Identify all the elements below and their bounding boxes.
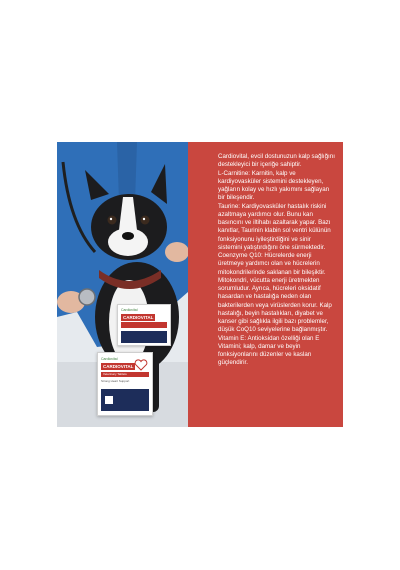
subtitle-stripe: Veterinary Tablets xyxy=(101,372,149,377)
description-vitamin-e: Vitamin E: Antioksidan özelliği olan E Vitamini; kalp, damar ve beyin fonksiyonlarını düzenler ve kasları güçlendirir. xyxy=(218,334,320,367)
description-panel xyxy=(188,142,343,427)
brand-badge: CARDIOVITAL xyxy=(123,315,154,320)
product-box-front xyxy=(97,352,153,416)
count-badge xyxy=(105,396,113,404)
brand-small-label-front: Cardiovital xyxy=(101,357,118,361)
heart-icon xyxy=(134,359,148,371)
box-footer xyxy=(121,331,167,343)
box-footer-front xyxy=(101,389,149,411)
product-box-back xyxy=(117,304,171,346)
description-coq10: Coenzyme Q10: Hücrelerde enerji üretmeye yardımcı olan ve hücrelerin mitokondrilerinde saklanan bir bileşiktir. Mitokondri, vücutta enerji üretmekten sorumludur. Ayrıca, hücreleri oksidatif hasardan ve hastalığa neden olan bakterilerden veya virüslerden korur. Kalp hastalığı, beyin hastalıkları, diyabet ve kanser gibi sağlıkla ilgili bazı problemler, düşük CoQ10 seviyelerine bağlanmıştır. xyxy=(218,252,332,334)
brand-small-label: Cardiovital xyxy=(121,308,138,312)
dog-vet-photo xyxy=(57,142,188,427)
tagline-label: Strong Heart Support xyxy=(101,379,130,383)
description-intro: Cardiovital, evcil dostunuzun kalp sağlığını destekleyici bir içeriğe sahiptir. xyxy=(218,153,335,169)
box-stripe xyxy=(121,322,167,328)
brand-badge-front: CARDIOVITAL xyxy=(103,364,134,369)
description-taurine: Taurine: Kardiyovasküler hastalık riskini azaltmaya yardımcı olur. Bunu kan basıncını ve iltihabı azaltarak yapar. Bazı kanıtlar, Taurinin klabin sol ventri külünün fonksiyonunu iyileştirdiğini ve sinir sistemini yatıştırdığını öne sürmektedir. xyxy=(218,202,331,251)
product-banner xyxy=(57,142,343,427)
description-l-carnitine: L-Carnitine: Karnitin, kalp ve kardiyovasküler sistemini destekleyen, yağların kolay ve hızlı yakımını sağlayan bir bileşendir. xyxy=(218,169,330,202)
